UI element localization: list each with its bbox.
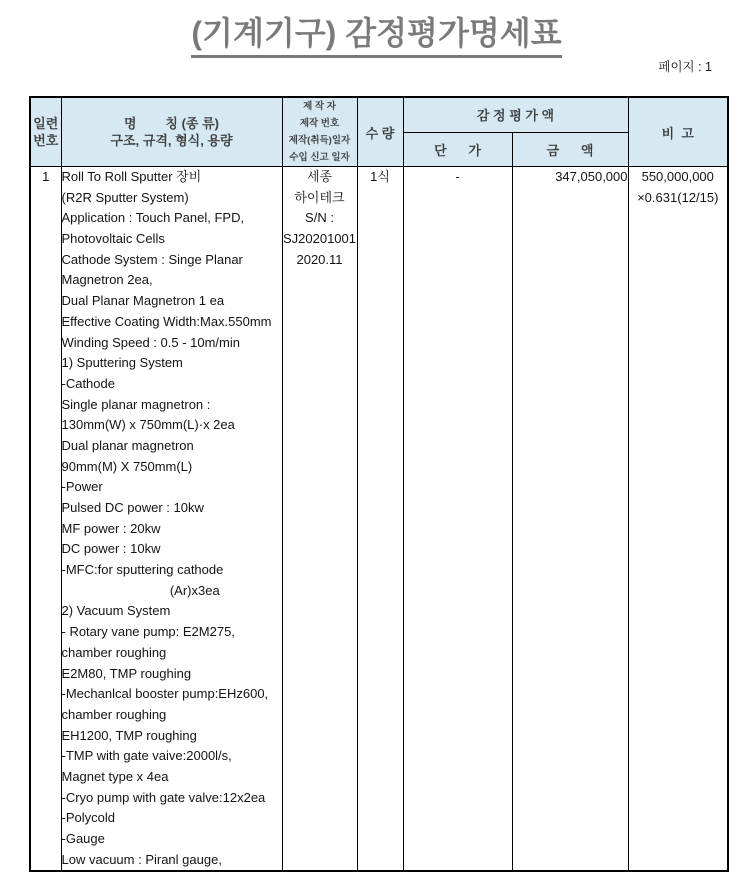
quantity-value: 1식 [370, 169, 390, 184]
table-header [30, 97, 728, 167]
cell-unit-price [403, 167, 512, 872]
document-title [0, 0, 753, 58]
serial-number-value: 1 [42, 169, 50, 184]
header-maker-info: 제 작 자 제작 번호 제작(취득)일자 수입 신고 일자 [282, 97, 357, 167]
document-title-text: (기계기구) 감정평가명세표 [191, 8, 561, 58]
header-quantity: 수 량 [357, 97, 403, 167]
unit-price-value: - [455, 169, 460, 184]
header-appraisal-value-group: 감 정 평 가 액 [403, 97, 628, 132]
header-amount: 금 액 [512, 132, 628, 166]
table-body [30, 167, 728, 872]
page-number: 페이지 : 1 [658, 60, 712, 74]
header-unit-price: 단 가 [403, 132, 512, 166]
amount-value: 347,050,000 [555, 169, 628, 184]
table-row [30, 167, 728, 872]
header-name-spec: 명 칭 (종 류) 구조, 규격, 형식, 용량 [61, 97, 282, 167]
cell-maker: 세종 하이테크 S/N : SJ20201001 2020.11 [282, 167, 357, 872]
cell-serial-number [30, 167, 61, 872]
cell-description: Roll To Roll Sputter 장비 (R2R Sputter System) Application : Touch Panel, FPD, Photovoltaic Cells Cathode System : Singe Planar Magnetron 2ea, Dual Planar Magnetron 1 ea Effective Coating Width:Max.550mm Winding Speed : 0.5 - 10m/min 1) Sputtering System -Cathode Single planar magnetron : 130mm(W) x 750mm(L)·x 2ea Dual planar magnetron 90mm(M) X 750mm(L) -Power Pulsed DC power : 10kw MF power : 20kw DC power : 10kw -MFC:for sputtering cathode (Ar)x3ea 2) Vacuum System - Rotary vane pump: E2M275, chamber roughing E2M80, TMP roughing -Mechanlcal booster pump:EHz600, chamber roughing EH1200, TMP roughing -TMP with gate vaive:2000l/s, Magnet type x 4ea -Cryo pump with gate valve:12x2ea -Polycold -Gauge Low vacuum : Piranl gauge, [61, 167, 282, 872]
cell-quantity [357, 167, 403, 872]
cell-amount [512, 167, 628, 872]
header-serial-number: 일련 번호 [30, 97, 61, 167]
appraisal-table [29, 96, 729, 872]
cell-remarks: 550,000,000 ×0.631(12/15) [628, 167, 728, 872]
header-remarks: 비 고 [628, 97, 728, 167]
